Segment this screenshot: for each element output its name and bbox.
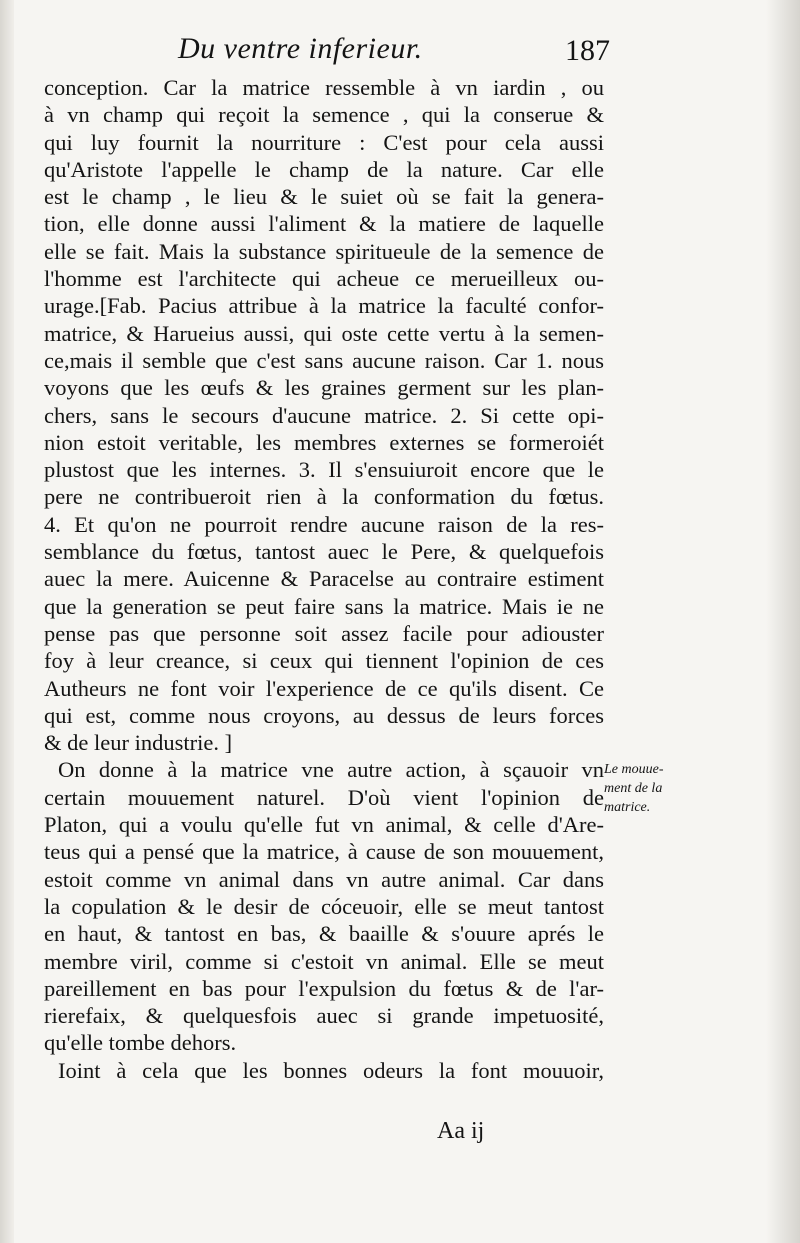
margin-note	[604, 760, 694, 817]
text-line: est le champ , le lieu & le suiet où se fait la genera-	[44, 184, 604, 210]
text-line: nion estoit veritable, les membres externes se formeroiét	[44, 429, 604, 455]
text-line: qu'Aristote l'appelle le champ de la nature. Car elle	[44, 156, 604, 182]
text-line: membre viril, comme si c'estoit vn animal. Elle se meut	[44, 948, 604, 974]
text-line: estoit comme vn animal dans vn autre animal. Car dans	[44, 866, 604, 892]
margin-note-line: Le mouue-	[604, 762, 664, 777]
text-line: voyons que les œufs & les graines germent sur les plan-	[44, 375, 604, 401]
text-line: Platon, qui a voulu qu'elle fut vn animal, & celle d'Are-	[44, 812, 604, 838]
text-line: Autheurs ne font voir l'experience de ce qu'ils disent. Ce	[44, 675, 604, 701]
text-line: certain mouuement naturel. D'où vient l'opinion de	[44, 784, 604, 810]
text-line: urage.[Fab. Pacius attribue à la matrice la faculté confor-	[44, 293, 604, 319]
running-title: Du ventre inferieur.	[178, 32, 423, 65]
text-line: pareillement en bas pour l'expulsion du fœtus & de l'ar-	[44, 975, 604, 1001]
text-line: 4. Et qu'on ne pourroit rendre aucune raison de la res-	[44, 511, 604, 537]
body-text	[44, 74, 604, 1084]
signature-mark: Aa ij	[437, 1118, 485, 1144]
text-line: chers, sans le secours d'aucune matrice. 2. Si cette opi-	[44, 402, 604, 428]
text-line: qu'elle tombe dehors.	[44, 1030, 237, 1056]
text-line: pere ne contribueroit rien à la conformation du fœtus.	[44, 484, 604, 510]
text-line: tion, elle donne aussi l'aliment & la matiere de laquelle	[44, 211, 604, 237]
text-line: auec la mere. Auicenne & Paracelse au contraire estiment	[44, 566, 604, 592]
text-line: que la generation se peut faire sans la matrice. Mais ie ne	[44, 593, 604, 619]
text-line: en haut, & tantost en bas, & baaille & s'ouure aprés le	[44, 921, 604, 947]
text-line: à vn champ qui reçoit la semence , qui la conserue &	[44, 102, 604, 128]
text-line: l'homme est l'architecte qui acheue ce merueilleux ou-	[44, 266, 604, 292]
text-line: rierefaix, & quelquesfois auec si grande impetuosité,	[44, 1003, 604, 1029]
text-line: qui luy fournit la nourriture : C'est pour cela aussi	[44, 129, 604, 155]
text-line: Ioint à cela que les bonnes odeurs la font mouuoir,	[58, 1057, 604, 1083]
page-header	[170, 30, 610, 76]
text-line: teus qui a pensé que la matrice, à cause de son mouuement,	[44, 839, 604, 865]
text-line: foy à leur creance, si ceux qui tiennent l'opinion de ces	[44, 648, 604, 674]
page-shadow-left	[0, 0, 14, 1243]
text-line: & de leur industrie. ]	[44, 730, 233, 756]
text-line: elle se fait. Mais la substance spiritueule de la semence de	[44, 238, 604, 264]
margin-note-line: matrice.	[604, 800, 651, 815]
text-line: ce,mais il semble que c'est sans aucune raison. Car 1. nous	[44, 347, 604, 373]
text-line: plustost que les internes. 3. Il s'ensuiuroit encore que le	[44, 457, 604, 483]
page-number: 187	[565, 34, 610, 67]
text-line: semblance du fœtus, tantost auec le Pere, & quelquefois	[44, 539, 604, 565]
page-shadow-right	[766, 0, 800, 1243]
margin-note-line: ment de la	[604, 781, 663, 796]
text-line: On donne à la matrice vne autre action, à sçauoir vn	[58, 757, 604, 783]
text-line: qui est, comme nous croyons, au dessus de leurs forces	[44, 702, 604, 728]
text-line: la copulation & le desir de cóceuoir, elle se meut tantost	[44, 893, 604, 919]
text-line: conception. Car la matrice ressemble à vn iardin , ou	[44, 75, 604, 100]
text-line: pense pas que personne soit assez facile pour adiouster	[44, 620, 604, 646]
text-line: matrice, & Harueius aussi, qui oste cette vertu à la semen-	[44, 320, 604, 346]
